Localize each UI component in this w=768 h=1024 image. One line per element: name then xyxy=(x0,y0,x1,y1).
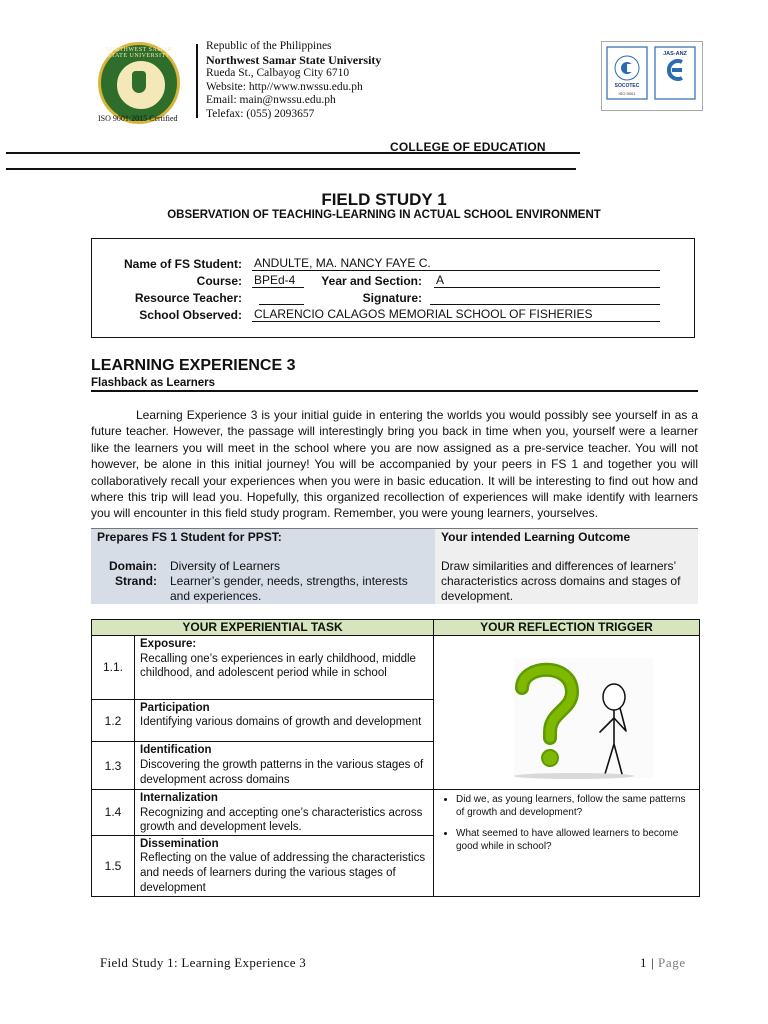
reflection-trigger-cell xyxy=(434,790,700,897)
page-word: Page xyxy=(658,955,686,970)
domain-value: Diversity of Learners xyxy=(170,559,281,573)
jas-anz-label: JAS-ANZ xyxy=(663,51,687,57)
resource-teacher-field[interactable] xyxy=(259,290,304,305)
header-rule-bottom xyxy=(6,168,576,170)
signature-field[interactable] xyxy=(430,290,660,305)
step-text: Recognizing and accepting one’s characteristics across growth and development levels. xyxy=(140,806,423,834)
intro-paragraph: Learning Experience 3 is your initial guide in entering the worlds you would possibly see yourself in as a future teacher. However, the passage will interestingly bring you back in time when you, yourself were a learner like the learners you will meet in the school where you are now assigned as a pre-service teacher. You will not however, be alone in this initial journey! You will be accompanied by your peers in FS 1 and together you will collaboratively recall your experiences when you were in basic education. It will be interesting to find out how and where this trip will lead you. Hopefully, this organized recollection of experiences will make identify with learners you will encounter in this field study program. Remember, you were young learners, yourselves. xyxy=(91,408,698,521)
page-number-value: 1 xyxy=(640,955,648,970)
step-number: 1.3 xyxy=(92,742,135,790)
reflection-question: • Did we, as young learners, follow the same patterns of growth and development? xyxy=(456,793,689,819)
ppst-heading: Prepares FS 1 Student for PPST: xyxy=(97,530,282,544)
learning-experience-subtitle: Flashback as Learners xyxy=(91,377,216,389)
learning-experience-title: LEARNING EXPERIENCE 3 xyxy=(91,357,296,374)
course-field[interactable]: BPEd-4 xyxy=(252,273,304,288)
table-row xyxy=(92,636,700,700)
republic-line: Republic of the Philippines xyxy=(206,40,332,52)
resource-teacher-label: Resource Teacher: xyxy=(134,291,242,305)
footer-title: Field Study 1: Learning Experience 3 xyxy=(100,955,307,970)
seal-text: NORTHWEST SAMAR STATE UNIVERSITY xyxy=(105,47,173,59)
course-label: Course: xyxy=(196,274,242,288)
email-line: Email: main@nwssu.edu.ph xyxy=(206,94,336,106)
website-line: Website: http//www.nwssu.edu.ph xyxy=(206,80,363,93)
step-number: 1.2 xyxy=(92,699,135,742)
step-text: Reflecting on the value of addressing the characteristics and needs of learners during the various stages of development xyxy=(140,852,426,894)
address-line: Rueda St., Calbayog City 6710 xyxy=(206,67,350,79)
school-observed-label: School Observed: xyxy=(139,308,242,322)
reflection-image-cell xyxy=(434,636,700,790)
step-cell xyxy=(135,699,434,742)
step-cell xyxy=(135,742,434,790)
step-text: Discovering the growth patterns in the various stages of development across domains xyxy=(140,758,424,786)
step-number: 1.5 xyxy=(92,835,135,896)
step-heading: Exposure: xyxy=(140,638,197,650)
page-subtitle: OBSERVATION OF TEACHING-LEARNING IN ACTUAL SCHOOL ENVIRONMENT xyxy=(167,209,601,221)
reflection-question: • What seemed to have allowed learners to become good while in school? xyxy=(456,827,689,853)
section-rule xyxy=(91,390,698,392)
year-section-label: Year and Section: xyxy=(321,274,422,288)
step-heading: Participation xyxy=(140,701,210,714)
table-header-row xyxy=(92,620,700,636)
name-label: Name of FS Student: xyxy=(123,257,242,271)
experiential-task-table xyxy=(91,619,700,897)
step-number: 1.4 xyxy=(92,790,135,836)
step-number: 1.1. xyxy=(92,636,135,700)
learning-outcome-heading: Your intended Learning Outcome xyxy=(441,530,631,544)
learning-outcome-text: Draw similarities and differences of learners’ characteristics across domains and stages of development. xyxy=(441,559,681,603)
reflection-trigger-list xyxy=(434,790,699,853)
page-number xyxy=(640,955,686,971)
signature-label: Signature: xyxy=(362,291,422,305)
socotec-sublabel: ISO 9001 xyxy=(618,91,636,96)
socotec-logo xyxy=(606,46,648,100)
university-address-block xyxy=(206,40,381,121)
step-heading: Dissemination xyxy=(140,837,219,850)
step-heading: Identification xyxy=(140,744,212,757)
task-column-header: YOUR EXPERIENTIAL TASK xyxy=(92,620,434,636)
domain-label: Domain: xyxy=(109,559,157,573)
step-cell xyxy=(135,790,434,836)
student-info-box xyxy=(91,238,695,338)
jas-anz-logo xyxy=(654,46,696,100)
iso-certified-label: ISO 9001:2015 Certified xyxy=(98,114,178,123)
reflection-column-header: YOUR REFLECTION TRIGGER xyxy=(434,620,700,636)
strand-value: Learner’s gender, needs, strengths, interests and experiences. xyxy=(170,574,408,603)
telefax-line: Telefax: (055) 2093657 xyxy=(206,107,315,120)
strand-label: Strand: xyxy=(115,574,157,588)
page-separator: | xyxy=(650,955,655,970)
step-text: Identifying various domains of growth and development xyxy=(140,716,422,729)
step-cell xyxy=(135,835,434,896)
step-cell xyxy=(135,636,434,700)
university-seal xyxy=(98,42,180,124)
school-observed-field[interactable]: CLARENCIO CALAGOS MEMORIAL SCHOOL OF FISHERIES xyxy=(252,307,660,322)
question-figure-icon xyxy=(434,636,699,786)
university-name: Northwest Samar State University xyxy=(206,52,382,67)
step-heading: Internalization xyxy=(140,792,218,804)
step-text: Recalling one’s experiences in early childhood, middle childhood, and adolescent period while in school xyxy=(140,652,416,680)
socotec-label: SOCOTEC xyxy=(614,83,640,89)
header-divider xyxy=(196,44,198,118)
table-row xyxy=(92,790,700,836)
name-field[interactable]: ANDULTE, MA. NANCY FAYE C. xyxy=(252,256,660,271)
year-section-field[interactable]: A xyxy=(434,273,660,288)
college-name: COLLEGE OF EDUCATION xyxy=(390,140,546,154)
page-title: FIELD STUDY 1 xyxy=(321,190,447,209)
seal-emblem xyxy=(115,59,167,111)
ppst-rule xyxy=(91,528,698,529)
